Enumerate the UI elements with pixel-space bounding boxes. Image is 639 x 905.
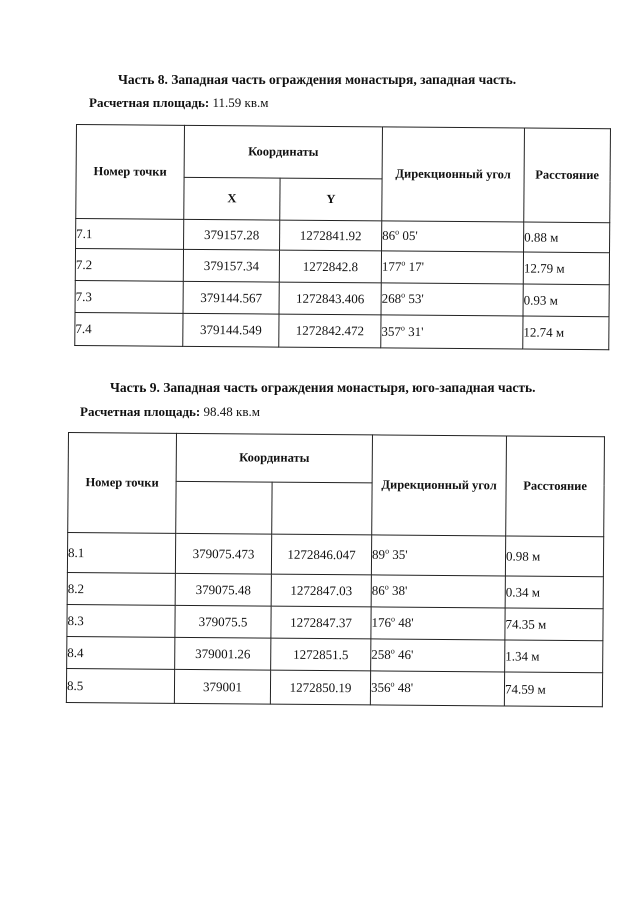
header-distance: Расстояние bbox=[524, 128, 611, 223]
table-row bbox=[67, 572, 603, 608]
angle-cell: $258^о$ 46' bbox=[371, 639, 505, 672]
section-8-table-wrap bbox=[74, 124, 611, 350]
table-row bbox=[67, 636, 603, 672]
table-row bbox=[75, 280, 609, 316]
x-cell: 379075.48 bbox=[175, 573, 271, 606]
table-row bbox=[66, 668, 602, 706]
table-row bbox=[75, 249, 609, 285]
degree-sign: о bbox=[384, 582, 389, 592]
table-row bbox=[75, 312, 609, 349]
angle-cell: $268^о$ 53' bbox=[381, 283, 523, 316]
header-point: Номер точки bbox=[76, 125, 185, 220]
degree-sign: о bbox=[390, 679, 395, 689]
table-row bbox=[76, 219, 610, 253]
degree-sign: о bbox=[391, 614, 396, 624]
point-cell: 7.4 bbox=[75, 312, 183, 346]
x-cell: 379157.34 bbox=[183, 249, 279, 282]
point-cell: 7.2 bbox=[75, 249, 183, 282]
y-cell: 1272841.92 bbox=[280, 220, 382, 251]
x-cell: 379075.5 bbox=[175, 605, 271, 638]
x-cell: 379001 bbox=[174, 669, 270, 704]
header-x: X bbox=[184, 177, 280, 220]
y-cell: 1272842.8 bbox=[279, 250, 381, 283]
section-9-table bbox=[66, 432, 605, 707]
angle-cell: $177^о$ 17' bbox=[381, 251, 523, 284]
header-angle: Дирекционный угол bbox=[372, 435, 507, 536]
degree-sign: о bbox=[400, 323, 405, 333]
point-cell: 8.4 bbox=[67, 636, 175, 669]
degree-sign: о bbox=[401, 258, 406, 268]
degree-sign: о bbox=[401, 290, 406, 300]
section-9-area bbox=[80, 404, 260, 420]
y-cell: 1272847.03 bbox=[271, 574, 371, 607]
angle-cell: $86^о$ 05' bbox=[382, 221, 524, 252]
section-9-title: Часть 9. Западная часть ограждения монастыря, юго-западная часть. bbox=[110, 380, 536, 395]
distance-cell: 0.98 м bbox=[505, 536, 603, 577]
distance-cell: 12.79 м bbox=[523, 252, 609, 285]
point-cell: 8.5 bbox=[66, 668, 174, 703]
distance-cell: 0.34 м bbox=[505, 576, 603, 609]
point-cell: 8.3 bbox=[67, 604, 175, 637]
point-cell: 7.1 bbox=[76, 219, 184, 250]
header-distance: Расстояние bbox=[506, 436, 605, 537]
y-cell-value: 1272846.047 bbox=[287, 546, 356, 563]
distance-cell: 12.74 м bbox=[523, 316, 609, 350]
y-cell: 1272843.406 bbox=[279, 282, 381, 315]
distance-cell: 0.93 м bbox=[523, 284, 609, 317]
angle-cell: $357^о$ 31' bbox=[381, 315, 523, 349]
degree-sign: о bbox=[390, 646, 395, 656]
header-coords: Координаты bbox=[184, 125, 382, 179]
angle-cell: $356^о$ 48' bbox=[370, 671, 504, 706]
area-label: Расчетная площадь: bbox=[80, 404, 201, 419]
section-9-table-wrap bbox=[66, 432, 605, 707]
table-row bbox=[67, 604, 603, 640]
section-8-table bbox=[74, 124, 611, 350]
area-label: Расчетная площадь: bbox=[89, 95, 210, 110]
header-x bbox=[176, 481, 272, 534]
area-value: 98.48 кв.м bbox=[203, 404, 260, 419]
y-cell: 1272842.472 bbox=[279, 314, 381, 348]
table-row bbox=[67, 533, 603, 577]
area-value: 11.59 кв.м bbox=[212, 95, 269, 110]
angle-cell: $89^о$ 35' bbox=[371, 535, 505, 576]
x-cell: 379157.28 bbox=[184, 219, 280, 250]
x-cell: 379001.26 bbox=[175, 637, 271, 670]
header-y: Y bbox=[280, 178, 382, 221]
y-cell bbox=[271, 534, 371, 575]
header-coords: Координаты bbox=[176, 433, 372, 483]
section-9-rows bbox=[66, 533, 603, 707]
angle-cell: $86^о$ 38' bbox=[371, 575, 505, 608]
section-8-title: Часть 8. Западная часть ограждения монастыря, западная часть. bbox=[118, 72, 517, 87]
x-cell: 379144.549 bbox=[183, 313, 279, 347]
y-cell: 1272850.19 bbox=[270, 670, 370, 705]
y-cell: 1272851.5 bbox=[271, 638, 371, 671]
x-cell: 379144.567 bbox=[183, 281, 279, 314]
header-point: Номер точки bbox=[68, 433, 177, 534]
header-angle: Дирекционный угол bbox=[382, 127, 525, 222]
distance-cell: 0.88 м bbox=[524, 222, 610, 253]
point-cell: 7.3 bbox=[75, 280, 183, 313]
section-8-area bbox=[89, 95, 268, 111]
x-cell bbox=[175, 533, 271, 574]
angle-cell: $176^о$ 48' bbox=[371, 607, 505, 640]
x-cell-value: 379075.473 bbox=[192, 545, 255, 562]
point-cell: 8.1 bbox=[67, 533, 175, 574]
distance-cell: 74.59 м bbox=[504, 672, 602, 707]
section-8-rows bbox=[75, 219, 610, 350]
point-cell: 8.2 bbox=[67, 572, 175, 605]
distance-cell: 74.35 м bbox=[505, 608, 603, 641]
y-cell: 1272847.37 bbox=[271, 606, 371, 639]
header-y bbox=[272, 482, 372, 535]
degree-sign: о bbox=[395, 227, 400, 237]
degree-sign: о bbox=[385, 546, 390, 556]
distance-cell: 1.34 м bbox=[505, 640, 603, 673]
